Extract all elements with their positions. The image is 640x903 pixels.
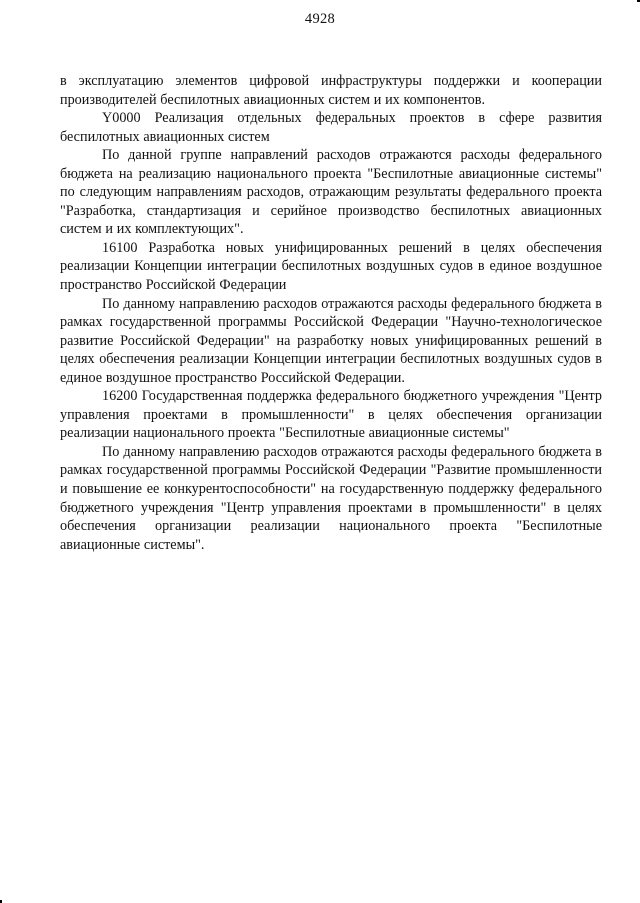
paragraph-code-16200: 16200 Государственная поддержка федерального бюджетного учреждения "Центр управления проектами в промышленности" в целях обеспечения организации реализации национального проекта "Беспилотные авиационные системы": [60, 388, 602, 442]
paragraph-continuation: в эксплуатацию элементов цифровой инфраструктуры поддержки и кооперации производителей беспилотных авиационных систем и их компонентов.: [60, 73, 602, 108]
paragraph-code-y0000: Y0000 Реализация отдельных федеральных проектов в сфере развития беспилотных авиационных систем: [60, 110, 602, 145]
document-body: [60, 72, 602, 554]
paragraph-code-16100: 16100 Разработка новых унифицированных решений в целях обеспечения реализации Концепции интеграции беспилотных воздушных судов в единое воздушное пространство Российской Федерации: [60, 239, 602, 294]
paragraph-y0000-description: По данной группе направлений расходов отражаются расходы федерального бюджета на реализацию национального проекта "Беспилотные авиационные системы" по следующим направлениям расходов, отражающим результаты федерального проекта "Разработка, стандартизация и серийное производство беспилотных авиационных систем и их комплектующих".: [60, 147, 602, 238]
paragraph-16200-description: По данному направлению расходов отражаются расходы федерального бюджета в рамках государственной программы Российской Федерации "Развитие промышленности и повышение ее конкурентоспособности" на государственную поддержку федерального бюджетного учреждения "Центр управления проектами в промышленности" в целях обеспечения организации реализации национального проекта "Беспилотные авиационные системы".: [60, 443, 602, 553]
paragraph-16100-description: По данному направлению расходов отражаются расходы федерального бюджета в рамках государственной программы Российской Федерации "Научно-технологическое развитие Российской Федерации" на разработку новых унифицированных решений в целях обеспечения реализации Концепции интеграции беспилотных воздушных судов в единое воздушное пространство Российской Федерации.: [60, 295, 602, 386]
page-number: 4928: [304, 11, 336, 27]
